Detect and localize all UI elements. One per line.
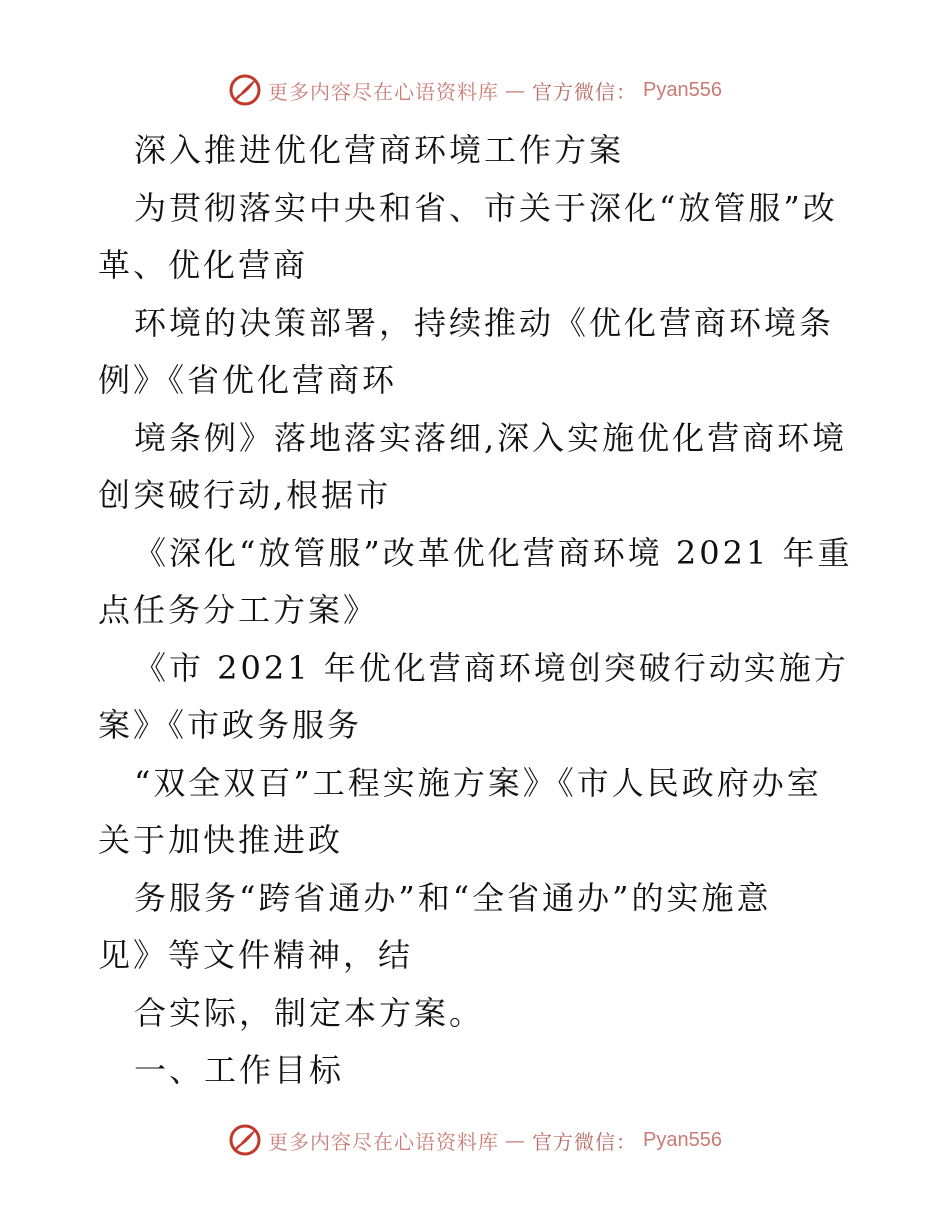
section-heading: 一、工作目标 xyxy=(134,1051,345,1089)
document-title: 深入推进优化营商环境工作方案 xyxy=(134,131,625,169)
watermark-brand-text: 更多内容尽在心语资料库 xyxy=(268,1129,500,1154)
paragraph-line: 革、优化营商 xyxy=(98,246,309,284)
document-body xyxy=(98,122,858,1100)
feather-pen-logo-icon xyxy=(228,1123,262,1157)
paragraph-line: 为贯彻落实中央和省、市关于深化“放管服”改 xyxy=(134,188,838,227)
paragraph-line: “双全双百”工程实施方案》《市人民政府办室 xyxy=(134,763,822,802)
paragraph-line: 环境的决策部署，持续推动《优化营商环境条 xyxy=(134,303,835,342)
watermark-wechat-id: Pyan556 xyxy=(643,1128,722,1151)
watermark-wechat-id: Pyan556 xyxy=(643,78,722,101)
paragraph-line: 创突破行动,根据市 xyxy=(98,476,392,514)
paragraph-line: 例》《省优化营商环 xyxy=(98,361,398,399)
paragraph-line: 合实际，制定本方案。 xyxy=(134,993,485,1032)
paragraph-line: 点任务分工方案》 xyxy=(98,591,379,629)
watermark-dash: — xyxy=(505,1128,527,1152)
feather-pen-logo-icon xyxy=(228,73,262,107)
watermark-dash: — xyxy=(505,78,527,102)
paragraph-line: 关于加快推进政 xyxy=(98,821,344,859)
header-watermark xyxy=(0,72,950,108)
watermark-brand-text: 更多内容尽在心语资料库 xyxy=(268,79,500,104)
paragraph-line: 境条例》落地落实落细,深入实施优化营商环境 xyxy=(134,418,848,457)
footer-watermark xyxy=(0,1122,950,1158)
watermark-wechat-label: 官方微信： xyxy=(532,1129,638,1154)
paragraph-line: 务服务“跨省通办”和“全省通办”的实施意 xyxy=(134,878,772,917)
watermark-wechat-label: 官方微信： xyxy=(532,79,638,104)
paragraph-line: 案》《市政务服务 xyxy=(98,706,363,744)
paragraph-line: 见》等文件精神，结 xyxy=(98,936,414,974)
paragraph-line: 《深化“放管服”改革优化营商环境 2021 年重 xyxy=(134,533,853,572)
paragraph-line: 《市 2021 年优化营商环境创突破行动实施方 xyxy=(134,648,849,687)
